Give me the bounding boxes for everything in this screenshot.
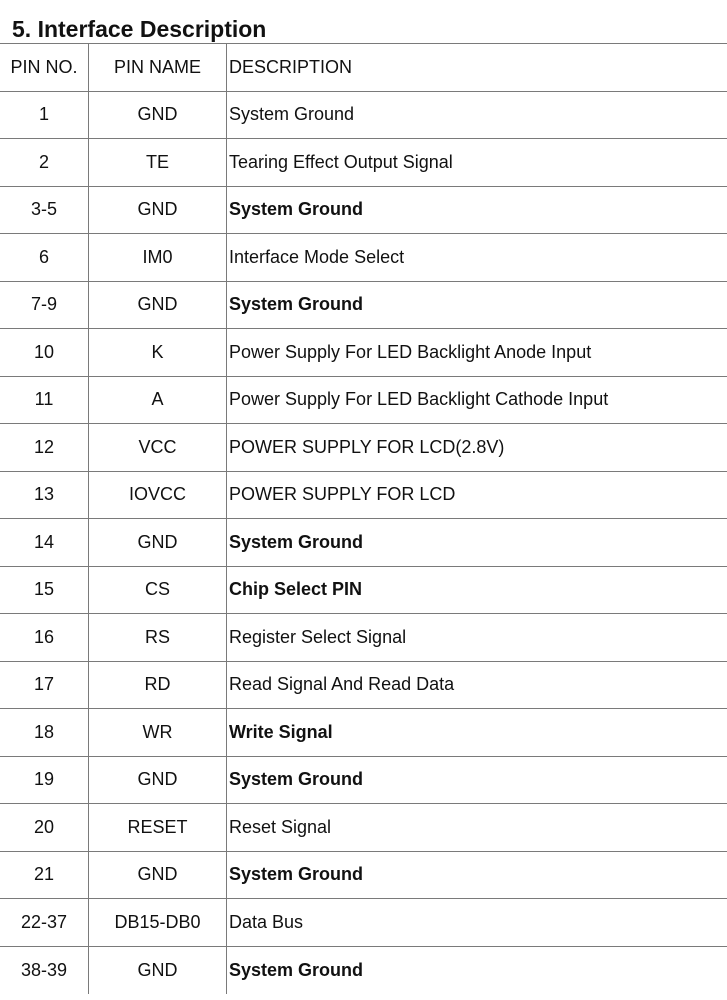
pin-description-cell: Interface Mode Select [227,234,727,282]
pin-description-cell: System Ground [227,946,727,994]
table-row [0,186,727,234]
interface-pin-table [0,43,727,994]
table-body [0,91,727,994]
pin-description-cell: Write Signal [227,709,727,757]
pin-no-cell: 21 [0,851,89,899]
pin-description-cell: System Ground [227,756,727,804]
table-row [0,946,727,994]
pin-description-cell: Register Select Signal [227,614,727,662]
pin-description-cell: System Ground [227,186,727,234]
pin-description-cell: Read Signal And Read Data [227,661,727,709]
pin-name-cell: VCC [89,424,227,472]
pin-no-cell: 2 [0,139,89,187]
pin-description-cell: Reset Signal [227,804,727,852]
pin-name-cell: IOVCC [89,471,227,519]
pin-description-cell: System Ground [227,91,727,139]
pin-name-cell: DB15-DB0 [89,899,227,947]
pin-no-cell: 19 [0,756,89,804]
pin-name-cell: GND [89,519,227,567]
pin-name-cell: GND [89,91,227,139]
table-row [0,281,727,329]
table-row [0,614,727,662]
header-pin-name: PIN NAME [89,44,227,92]
pin-no-cell: 7-9 [0,281,89,329]
pin-description-cell: Power Supply For LED Backlight Cathode Input [227,376,727,424]
table-row [0,804,727,852]
pin-name-cell: RD [89,661,227,709]
pin-name-cell: GND [89,281,227,329]
section-title: 5. Interface Description [12,16,267,42]
pin-description-cell: POWER SUPPLY FOR LCD(2.8V) [227,424,727,472]
pin-name-cell: GND [89,946,227,994]
table-row [0,139,727,187]
table-row [0,424,727,472]
pin-no-cell: 38-39 [0,946,89,994]
table-row [0,709,727,757]
table-row [0,519,727,567]
pin-description-cell: Power Supply For LED Backlight Anode Input [227,329,727,377]
table-row [0,471,727,519]
pin-no-cell: 11 [0,376,89,424]
pin-name-cell: A [89,376,227,424]
pin-no-cell: 3-5 [0,186,89,234]
header-pin-no: PIN NO. [0,44,89,92]
pin-description-cell: Chip Select PIN [227,566,727,614]
table-row [0,756,727,804]
pin-name-cell: TE [89,139,227,187]
pin-name-cell: GND [89,756,227,804]
table-row [0,91,727,139]
table-header-row [0,44,727,92]
pin-name-cell: CS [89,566,227,614]
pin-name-cell: GND [89,186,227,234]
pin-no-cell: 14 [0,519,89,567]
pin-name-cell: K [89,329,227,377]
pin-name-cell: WR [89,709,227,757]
pin-no-cell: 17 [0,661,89,709]
pin-no-cell: 18 [0,709,89,757]
pin-no-cell: 15 [0,566,89,614]
pin-name-cell: RS [89,614,227,662]
pin-no-cell: 20 [0,804,89,852]
table-row [0,376,727,424]
pin-no-cell: 22-37 [0,899,89,947]
pin-description-cell: System Ground [227,281,727,329]
pin-description-cell: Data Bus [227,899,727,947]
pin-description-cell: Tearing Effect Output Signal [227,139,727,187]
table-row [0,566,727,614]
table-row [0,234,727,282]
pin-no-cell: 6 [0,234,89,282]
pin-description-cell: System Ground [227,519,727,567]
pin-name-cell: GND [89,851,227,899]
pin-name-cell: IM0 [89,234,227,282]
pin-no-cell: 10 [0,329,89,377]
pin-no-cell: 13 [0,471,89,519]
pin-no-cell: 16 [0,614,89,662]
pin-no-cell: 1 [0,91,89,139]
pin-description-cell: System Ground [227,851,727,899]
pin-description-cell: POWER SUPPLY FOR LCD [227,471,727,519]
header-description: DESCRIPTION [227,44,727,92]
table-row [0,851,727,899]
pin-name-cell: RESET [89,804,227,852]
table-row [0,661,727,709]
table-row [0,329,727,377]
pin-no-cell: 12 [0,424,89,472]
table-row [0,899,727,947]
